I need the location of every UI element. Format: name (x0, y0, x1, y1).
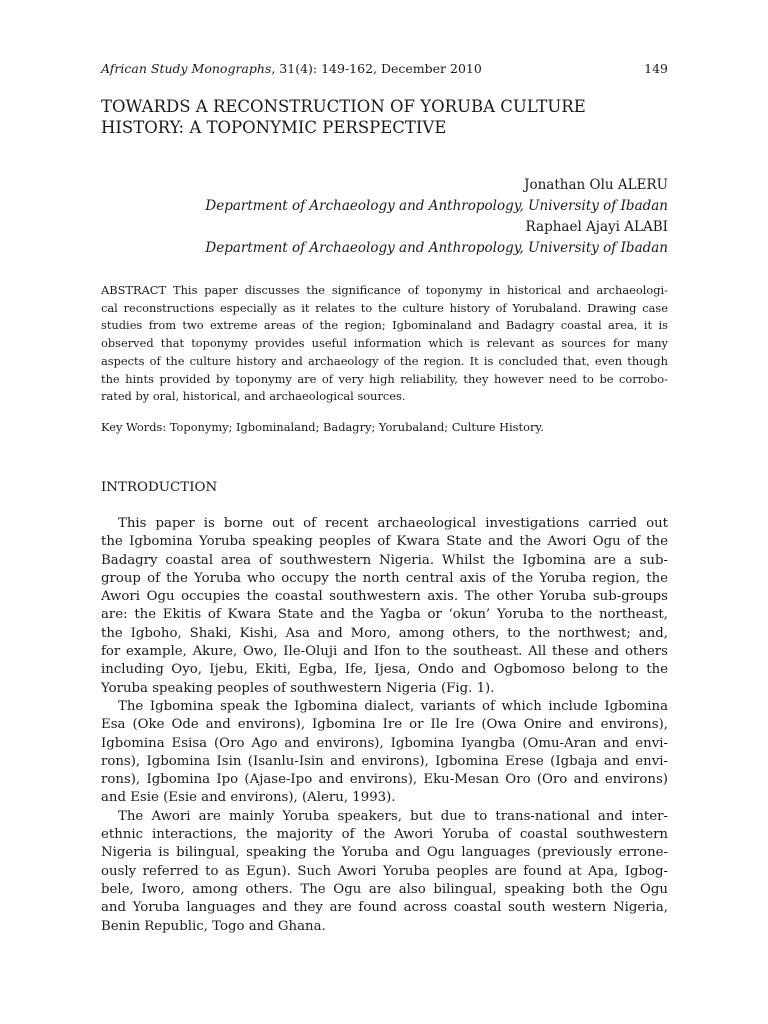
running-header (101, 60, 668, 78)
body-line: and Esie (Esie and environs), (Aleru, 1993). (101, 790, 396, 806)
journal-volume-issue: , 31(4): 149-162, December 2010 (271, 61, 482, 76)
body-line: Benin Republic, Togo and Ghana. (101, 918, 326, 934)
abstract-line: studies from two extreme areas of the region; Igbominaland and Badagry coastal area, it is (101, 318, 668, 333)
title-line: TOWARDS A RECONSTRUCTION OF YORUBA CULTURE (101, 97, 586, 116)
abstract-line: rated by oral, historical, and archaeological sources. (101, 389, 406, 404)
body-line: are: the Ekitis of Kwara State and the Yagba or ‘okun’ Yoruba to the northeast, (101, 607, 668, 623)
body-line: Yoruba speaking peoples of southwestern Nigeria (Fig. 1). (101, 680, 495, 696)
body-line: the Igbomina Yoruba speaking peoples of Kwara State and the Awori Ogu of the (101, 534, 668, 550)
author-affiliation: Department of Archaeology and Anthropology, University of Ibadan (205, 240, 668, 256)
keywords (101, 418, 668, 436)
body-line: Esa (Oke Ode and environs), Igbomina Ire or Ile Ire (Owa Onire and environs), (101, 717, 668, 733)
journal-citation (101, 60, 482, 78)
author-affiliation: Department of Archaeology and Anthropology, University of Ibadan (205, 198, 668, 214)
body-line: including Oyo, Ijebu, Ekiti, Egba, Ife, Ijesa, Ondo and Ogbomoso belong to the (101, 662, 668, 678)
abstract-line: aspects of the culture history and archaeology of the region. It is concluded that, even though (101, 353, 668, 368)
abstract (101, 282, 668, 406)
body-line: for example, Akure, Owo, Ile-Oluji and Ifon to the southeast. All these and others (101, 644, 668, 660)
author-name: Jonathan Olu ALERU (524, 177, 668, 193)
paragraph (101, 698, 668, 808)
page-number: 149 (644, 61, 668, 76)
body-line: Nigeria is bilingual, speaking the Yoruba and Ogu languages (previously errone- (101, 845, 668, 861)
abstract-line: cal reconstructions especially as it relates to the culture history of Yorubaland. Drawing case (101, 300, 668, 315)
body-line: Badagry coastal area of southwestern Nigeria. Whilst the Igbomina are a sub- (101, 552, 668, 568)
abstract-line: ABSTRACT This paper discusses the significance of toponymy in historical and archaeologi- (101, 283, 668, 297)
keywords-text: Key Words: Toponymy; Igbominaland; Badagry; Yorubaland; Culture History. (101, 420, 544, 434)
author-block (101, 175, 668, 259)
paragraph (101, 808, 668, 936)
body-line: The Igbomina speak the Igbomina dialect, variants of which include Igbomina (118, 698, 668, 714)
journal-name: African Study Monographs (101, 61, 272, 76)
body-line: bele, Iworo, among others. The Ogu are also bilingual, speaking both the Ogu (101, 881, 668, 897)
body-line: Igbomina Esisa (Oro Ago and environs), Igbomina Iyangba (Omu-Aran and envi- (101, 735, 668, 751)
body-line: This paper is borne out of recent archaeological investigations carried out (118, 516, 668, 531)
body-line: rons), Igbomina Ipo (Ajase-Ipo and environs), Eku-Mesan Oro (Oro and environs) (101, 772, 668, 788)
body-text (101, 515, 668, 936)
body-line: and Yoruba languages and they are found across coastal south western Nigeria, (101, 900, 668, 916)
body-line: The Awori are mainly Yoruba speakers, but due to trans-national and inter- (118, 808, 668, 824)
paper-title (101, 96, 671, 138)
paragraph (101, 515, 668, 698)
title-line: HISTORY: A TOPONYMIC PERSPECTIVE (101, 118, 447, 137)
body-line: ously referred to as Egun). Such Awori Yoruba peoples are found at Apa, Igbog- (101, 863, 668, 879)
abstract-line: observed that toponymy provides useful information which is relevant as sources for many (101, 336, 668, 351)
body-line: group of the Yoruba who occupy the north central axis of the Yoruba region, the (101, 570, 668, 586)
abstract-line: the hints provided by toponymy are of very high reliability, they however need to be corrobo- (101, 371, 668, 386)
author-name: Raphael Ajayi ALABI (525, 219, 668, 235)
section-heading: INTRODUCTION (101, 480, 218, 495)
body-line: the Igboho, Shaki, Kishi, Asa and Moro, among others, to the northwest; and, (101, 625, 668, 641)
body-line: ethnic interactions, the majority of the Awori Yoruba of coastal southwestern (101, 827, 668, 843)
body-line: Awori Ogu occupies the coastal southwestern axis. The other Yoruba sub-groups (101, 589, 668, 605)
body-line: rons), Igbomina Isin (Isanlu-Isin and environs), Igbomina Erese (Igbaja and envi- (101, 753, 668, 769)
